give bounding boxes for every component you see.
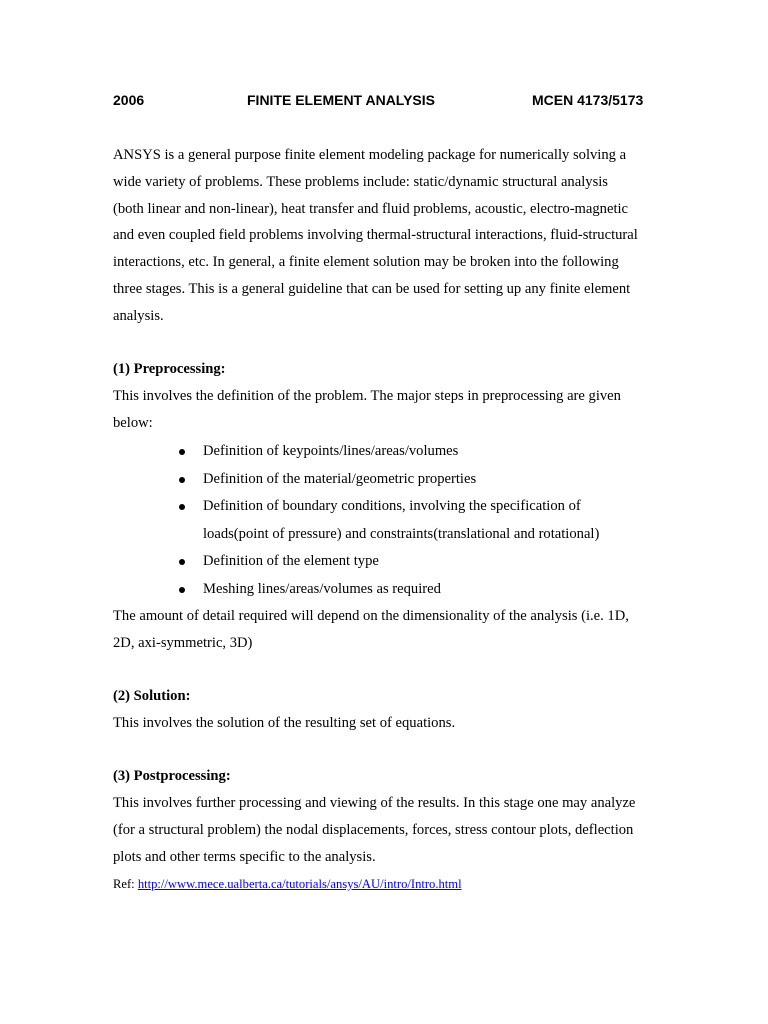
intro-line: interactions, etc. In general, a finite element solution may be broken into the following xyxy=(113,254,619,271)
list-item xyxy=(113,576,633,604)
intro-line: ANSYS is a general purpose finite element modeling package for numerically solving a xyxy=(113,147,627,163)
header-title: FINITE ELEMENT ANALYSIS xyxy=(247,92,435,108)
bullet-icon xyxy=(179,587,185,593)
header-year: 2006 xyxy=(113,92,145,108)
preprocessing-heading: (1) Preprocessing: xyxy=(113,361,226,377)
list-item xyxy=(113,548,633,576)
postprocessing-paragraph xyxy=(113,790,663,870)
intro-line: analysis. xyxy=(113,307,164,324)
list-item-text: Definition of the material/geometric properties xyxy=(203,470,477,487)
bullet-icon xyxy=(179,449,185,455)
intro-paragraph xyxy=(113,142,663,330)
list-item-text: Definition of the element type xyxy=(203,553,379,570)
preprocessing-outro-line: The amount of detail required will depend on the dimensionality of the analysis (i.e. 1D, xyxy=(113,608,629,624)
intro-line: (both linear and non-linear), heat transfer and fluid problems, acoustic, electro-magnetic xyxy=(113,200,629,217)
list-item-text: Meshing lines/areas/volumes as required xyxy=(203,580,441,597)
bullet-icon xyxy=(179,477,185,483)
list-item xyxy=(113,466,633,494)
preprocessing-steps-list xyxy=(113,438,663,604)
list-item xyxy=(113,493,643,548)
intro-line: wide variety of problems. These problems include: static/dynamic structural analysis xyxy=(113,173,608,190)
list-item-text: Definition of keypoints/lines/areas/volumes xyxy=(203,443,459,459)
postprocessing-heading: (3) Postprocessing: xyxy=(113,768,231,784)
postprocessing-line: (for a structural problem) the nodal displacements, forces, stress contour plots, deflection xyxy=(113,821,634,838)
list-item xyxy=(113,438,633,466)
reference-link[interactable]: http://www.mece.ualberta.ca/tutorials/ansys/AU/intro/Intro.html xyxy=(137,877,462,891)
preprocessing-intro-line: below: xyxy=(113,414,153,431)
postprocessing-line: This involves further processing and viewing of the results. In this stage one may analyze xyxy=(113,795,636,811)
solution-text: This involves the solution of the resulting set of equations. xyxy=(113,715,456,731)
preprocessing-outro-line: 2D, axi-symmetric, 3D) xyxy=(113,634,253,651)
reference-line xyxy=(113,875,462,893)
list-item-text: Definition of boundary conditions, involving the specification of loads(point of pressure) and constraints(translational and rotational) xyxy=(203,498,600,542)
postprocessing-line: plots and other terms specific to the analysis. xyxy=(113,848,376,865)
bullet-icon xyxy=(179,504,185,510)
bullet-icon xyxy=(179,559,185,565)
preprocessing-intro xyxy=(113,383,663,437)
intro-line: three stages. This is a general guideline that can be used for setting up any finite element xyxy=(113,280,631,297)
header-course-code: MCEN 4173/5173 xyxy=(532,92,644,108)
preprocessing-intro-line: This involves the definition of the problem. The major steps in preprocessing are given xyxy=(113,388,621,404)
preprocessing-outro xyxy=(113,603,663,657)
page-header xyxy=(113,92,658,112)
intro-line: and even coupled field problems involving thermal-structural interactions, fluid-structural xyxy=(113,227,638,244)
reference-label: Ref: xyxy=(113,877,138,891)
solution-heading: (2) Solution: xyxy=(113,688,191,704)
